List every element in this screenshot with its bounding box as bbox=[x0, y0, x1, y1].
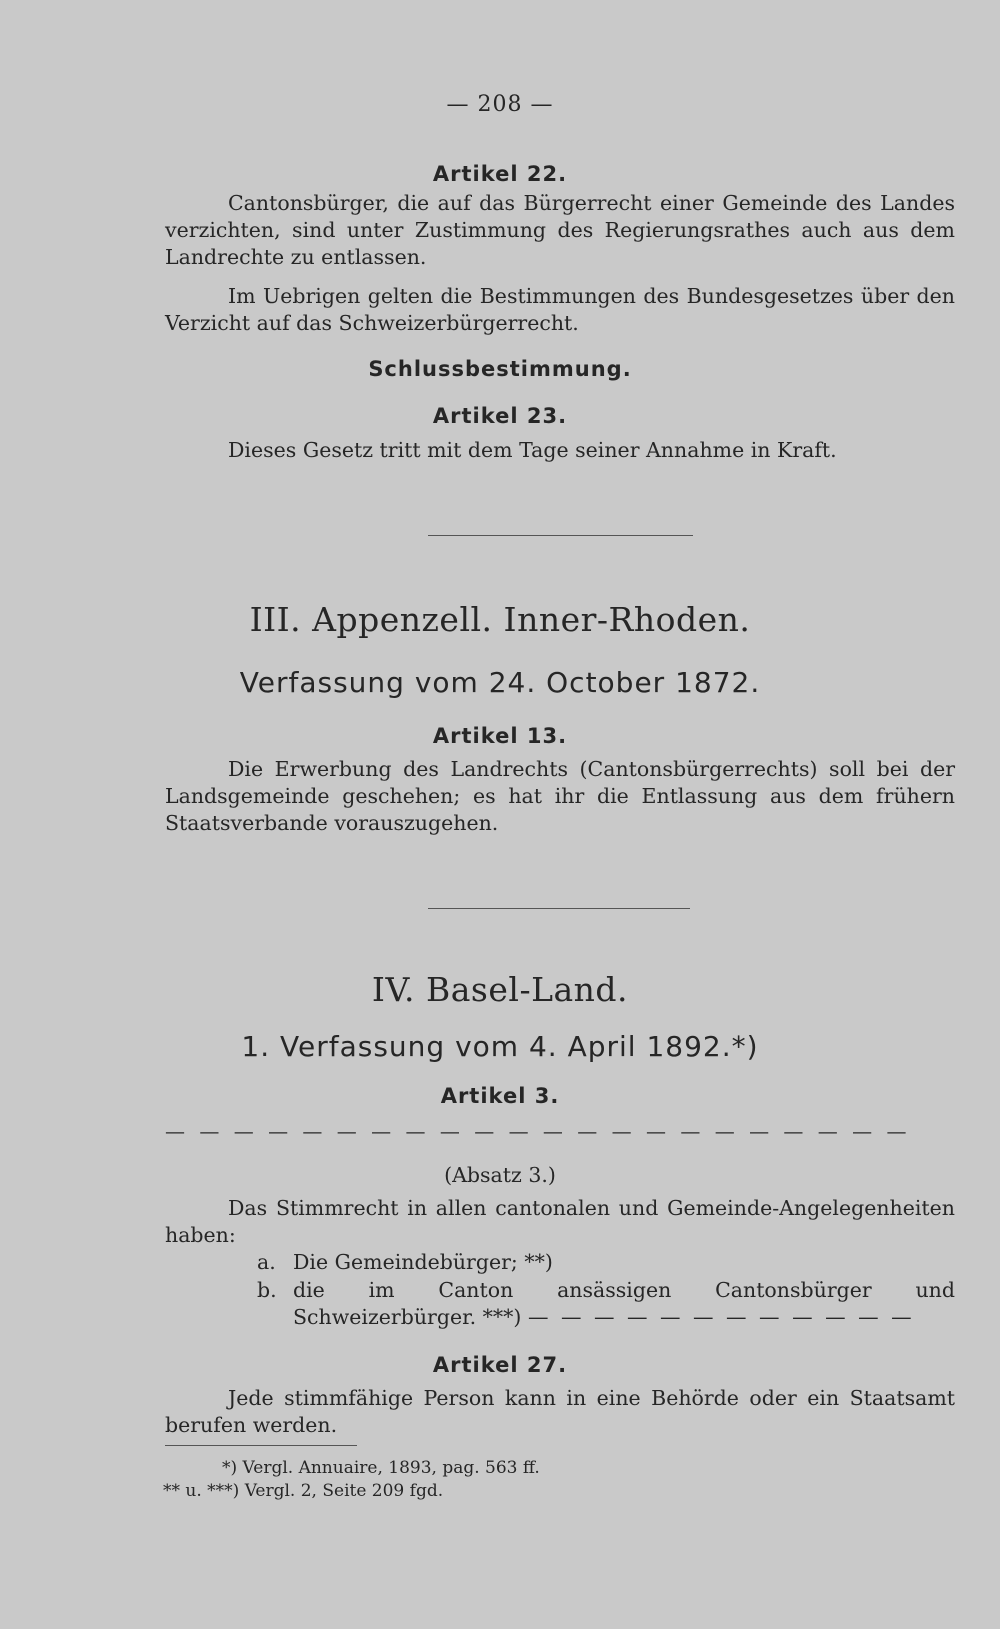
footnote-1-mark: *) bbox=[222, 1458, 238, 1478]
section-4-title: IV. Basel-Land. bbox=[371, 970, 629, 1009]
section-3-subtitle: Verfassung vom 24. October 1872. bbox=[239, 666, 761, 699]
footnote-2-mark: ** u. ***) bbox=[163, 1481, 240, 1501]
item-a-text: Die Gemeindebürger; **) bbox=[293, 1250, 553, 1274]
article-27-heading: Artikel 27. bbox=[432, 1353, 568, 1377]
list-item bbox=[257, 1277, 955, 1331]
section-divider bbox=[428, 535, 693, 536]
page-number: — 208 — bbox=[446, 92, 554, 117]
omission-dashes: — — — — — — — — — — — — — — — — — — — — — — bbox=[165, 1119, 911, 1143]
footnote-1-text: Vergl. Annuaire, 1893, pag. 563 ff. bbox=[242, 1458, 540, 1478]
article-22-paragraph-2: Im Uebrigen gelten die Bestimmungen des Bundesgesetzes über den Verzicht auf das Schweizerbürgerrecht. bbox=[165, 284, 955, 335]
footnote-2-text: Vergl. 2, Seite 209 fgd. bbox=[244, 1481, 444, 1501]
item-b-text: die im Canton ansässigen Cantonsbürger und Schweizerbürger. ***) bbox=[293, 1278, 955, 1329]
item-b-omission: — — — — — — — — — — — — bbox=[527, 1305, 915, 1329]
final-provision-heading: Schlussbestimmung. bbox=[368, 357, 632, 381]
footnote-2 bbox=[163, 1481, 443, 1501]
section-divider bbox=[428, 908, 690, 909]
article-3-text: Das Stimmrecht in allen cantonalen und Gemeinde-Angelegenheiten haben: bbox=[165, 1196, 955, 1247]
article-27-text: Jede stimmfähige Person kann in eine Behörde oder ein Staatsamt berufen werden. bbox=[165, 1386, 955, 1437]
article-22-heading: Artikel 22. bbox=[432, 162, 568, 186]
article-13-text: Die Erwerbung des Landrechts (Cantonsbürgerrechts) soll bei der Landsgemeinde geschehen; es hat ihr die Entlassung aus dem frühern Staatsverbande vorauszugehen. bbox=[165, 757, 955, 835]
article-22-paragraph-1: Cantonsbürger, die auf das Bürgerrecht einer Gemeinde des Landes verzichten, sind unter Zustimmung des Regierungsrathes auch aus dem Landrechte zu entlassen. bbox=[165, 191, 955, 269]
footnote-rule bbox=[165, 1445, 357, 1446]
list-item bbox=[257, 1249, 955, 1276]
section-4-subtitle: 1. Verfassung vom 4. April 1892.*) bbox=[241, 1030, 759, 1063]
item-b-label: b. bbox=[257, 1278, 277, 1302]
footnote-1 bbox=[222, 1458, 540, 1478]
article-13-heading: Artikel 13. bbox=[432, 724, 568, 748]
item-a-label: a. bbox=[257, 1250, 276, 1274]
section-3-title: III. Appenzell. Inner-Rhoden. bbox=[249, 600, 751, 639]
article-23-heading: Artikel 23. bbox=[432, 404, 568, 428]
article-3-heading: Artikel 3. bbox=[440, 1084, 560, 1108]
paragraph-marker: (Absatz 3.) bbox=[444, 1163, 556, 1187]
article-23-text: Dieses Gesetz tritt mit dem Tage seiner Annahme in Kraft. bbox=[228, 438, 837, 462]
